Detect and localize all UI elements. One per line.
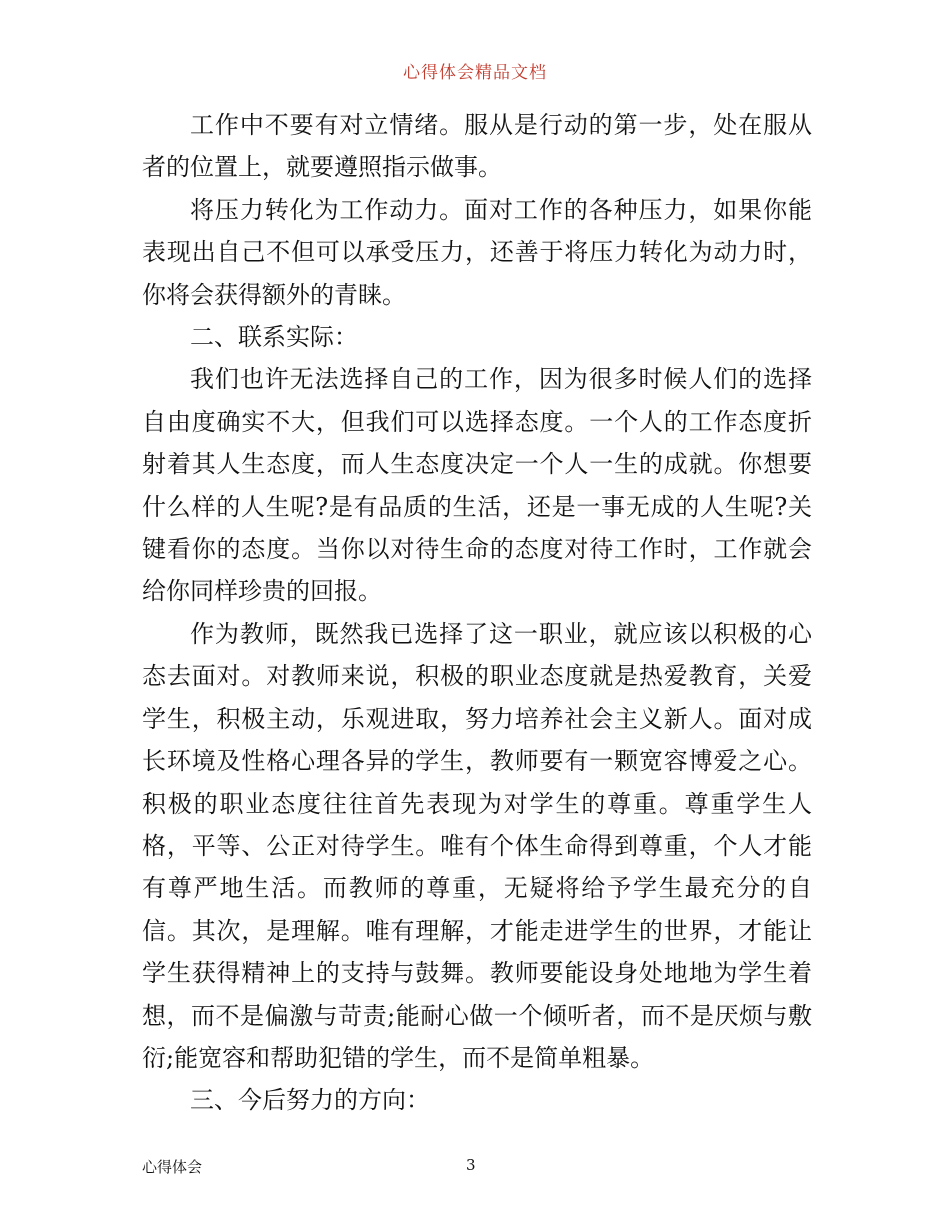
section-heading-practice: 二、联系实际：: [190, 323, 358, 352]
paragraph-attitude: 我们也许无法选择自己的工作，因为很多时候人们的选择自由度确实不大，但我们可以选择态度。一个人的工作态度折射着其人生态度，而人生态度决定一个人一生的成就。你想要什么样的人生呢?是有品质的生活，还是一事无成的人生呢?关键看你的态度。当你以对待生命的态度对待工作时，工作就会给你同样珍贵的回报。: [142, 365, 812, 606]
section-heading-direction: 三、今后努力的方向：: [190, 1086, 430, 1115]
document-body: [142, 104, 812, 1122]
paragraph-teacher: 作为教师，既然我已选择了这一职业，就应该以积极的心态去面对。对教师来说，积极的职业态度就是热爱教育，关爱学生，积极主动，乐观进取，努力培养社会主义新人。面对成长环境及性格心理各异的学生，教师要有一颗宽容博爱之心。积极的职业态度往往首先表现为对学生的尊重。尊重学生人格，平等、公正对待学生。唯有个体生命得到尊重，个人才能有尊严地生活。而教师的尊重，无疑将给予学生最充分的自信。其次，是理解。唯有理解，才能走进学生的世界，才能让学生获得精神上的支持与鼓舞。教师要能设身处地地为学生着想，而不是偏激与苛责;能耐心做一个倾听者，而不是厌烦与敷衍;能宽容和帮助犯错的学生，而不是简单粗暴。: [142, 619, 812, 1072]
document-header-title: 心得体会精品文档: [403, 63, 547, 83]
paragraph-pressure: 将压力转化为工作动力。面对工作的各种压力，如果你能表现出自己不但可以承受压力，还善于将压力转化为动力时，你将会获得额外的青睐。: [142, 195, 812, 309]
paragraph-obedience: 工作中不要有对立情绪。服从是行动的第一步，处在服从者的位置上，就要遵照指示做事。: [142, 111, 812, 182]
page-number: 3: [466, 1156, 476, 1174]
footer-label: 心得体会: [142, 1158, 203, 1176]
